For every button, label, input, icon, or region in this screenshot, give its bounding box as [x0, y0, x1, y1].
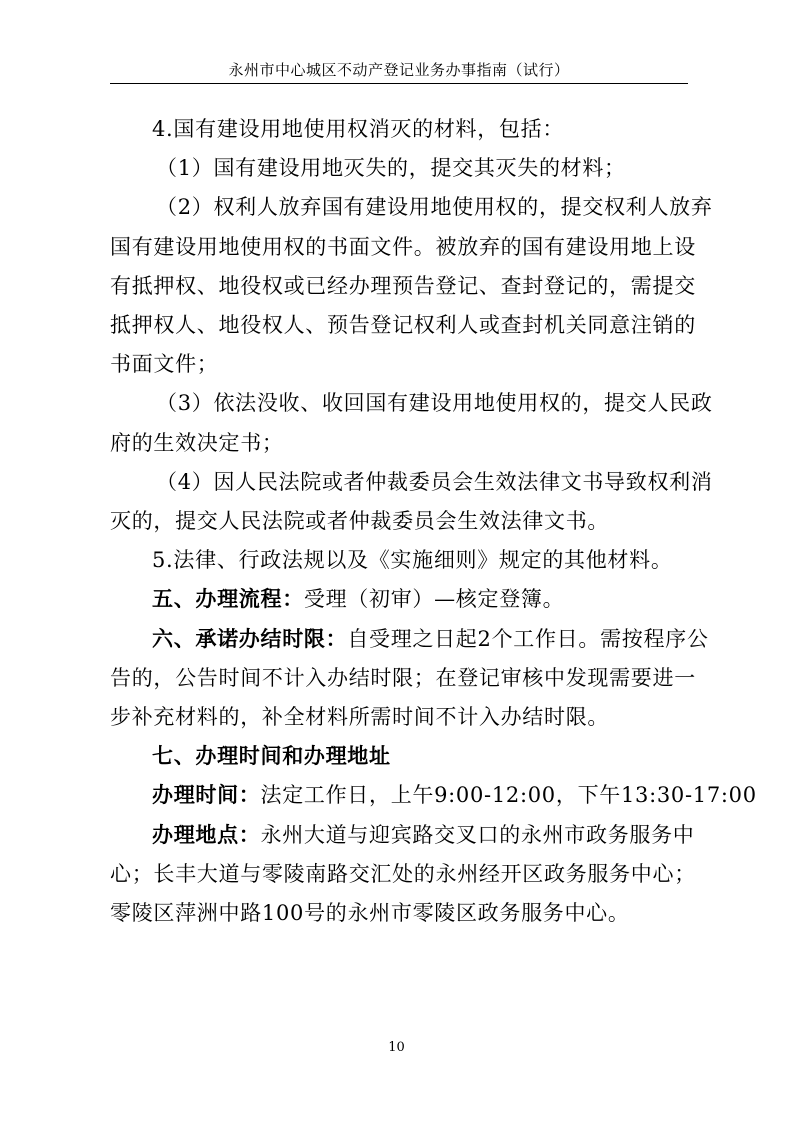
item4-3-line2: 府的生效决定书； — [110, 430, 284, 455]
section6-paragraph — [110, 620, 709, 659]
item4-2-line3: 有抵押权、地役权或已经办理预告登记、查封登记的，需提交 — [110, 273, 696, 298]
item5: 5.法律、行政法规以及《实施细则》规定的其他材料。 — [152, 548, 673, 573]
item4-4-line2: 灭的，提交人民法院或者仲裁委员会生效法律文书。 — [110, 509, 610, 534]
section6-heading: 六、承诺办结时限： — [152, 626, 348, 651]
office-hours-label: 办理时间： — [152, 783, 261, 808]
address-line2: 心；长丰大道与零陵南路交汇处的永州经开区政务服务中心； — [110, 861, 696, 886]
address-paragraph — [110, 816, 695, 855]
item4-4-line1: （4）因人民法院或者仲裁委员会生效法律文书导致权利消 — [156, 469, 713, 494]
document-body — [110, 110, 757, 933]
page-number: 10 — [388, 1040, 405, 1055]
item4-2-line1: （2）权利人放弃国有建设用地使用权的，提交权利人放弃 — [156, 195, 713, 220]
section5-heading: 五、办理流程： — [152, 587, 304, 612]
section5-text: 受理（初审）—核定登簿。 — [303, 587, 565, 612]
item4-3-line1: （3）依法没收、收回国有建设用地使用权的，提交人民政 — [156, 391, 713, 416]
office-hours-paragraph — [110, 776, 757, 815]
address-line1: 永州大道与迎宾路交叉口的永州市政务服务中 — [260, 822, 695, 847]
item4-2-line4: 抵押权人、地役权人、预告登记权利人或查封机关同意注销的 — [110, 313, 696, 338]
section7-heading: 七、办理时间和办理地址 — [152, 744, 391, 769]
item4-2-line2: 国有建设用地使用权的书面文件。被放弃的国有建设用地上设 — [110, 234, 696, 259]
section5-paragraph — [110, 580, 690, 619]
page-header-title: 永州市中心城区不动产登记业务办事指南（试行） — [228, 61, 570, 79]
section6-line1: 自受理之日起2个工作日。需按程序公 — [347, 626, 709, 651]
section6-line2: 告的，公告时间不计入办结时限；在登记审核中发现需要进一 — [110, 665, 696, 690]
header-divider — [110, 83, 688, 84]
item4-1: （1）国有建设用地灭失的，提交其灭失的材料； — [156, 156, 626, 181]
address-label: 办理地点： — [152, 822, 261, 847]
item4-2-line5: 书面文件； — [110, 352, 219, 377]
address-line3: 零陵区萍洲中路100号的永州市零陵区政务服务中心。 — [110, 901, 630, 926]
section6-line3: 步补充材料的，补全材料所需时间不计入办结时限。 — [110, 705, 610, 730]
office-hours-text: 法定工作日，上午9:00-12:00，下午13:30-17:00 — [260, 783, 757, 808]
item4-title: 4.国有建设用地使用权消灭的材料，包括： — [152, 117, 565, 141]
